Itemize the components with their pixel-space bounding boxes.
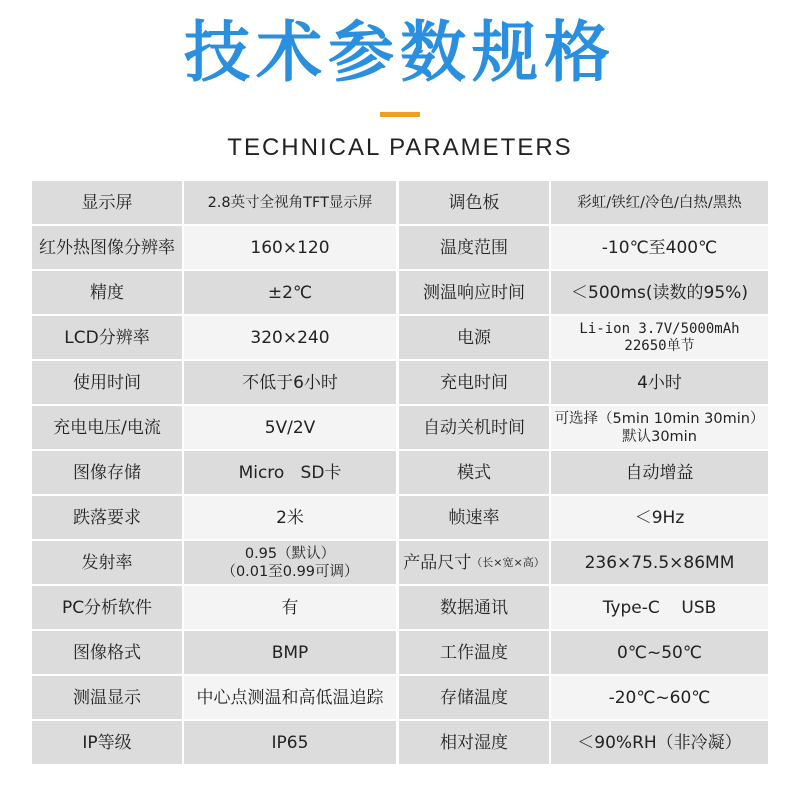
spec-value: ±2℃ bbox=[184, 271, 396, 314]
spec-value: Type-C USB bbox=[551, 586, 768, 629]
spec-label: 红外热图像分辨率 bbox=[32, 226, 182, 269]
spec-row bbox=[32, 631, 768, 674]
spec-row bbox=[32, 271, 768, 314]
spec-label: 精度 bbox=[32, 271, 182, 314]
spec-value: 2.8英寸全视角TFT显示屏 bbox=[184, 181, 396, 224]
spec-label: 图像格式 bbox=[32, 631, 182, 674]
spec-value: 320×240 bbox=[184, 316, 396, 359]
spec-label: 帧速率 bbox=[399, 496, 549, 539]
spec-value: 2米 bbox=[184, 496, 396, 539]
spec-label: LCD分辨率 bbox=[32, 316, 182, 359]
spec-value: 中心点测温和高低温追踪 bbox=[184, 676, 396, 719]
spec-label: 自动关机时间 bbox=[399, 406, 549, 449]
spec-row bbox=[32, 316, 768, 359]
spec-label: 相对湿度 bbox=[399, 721, 549, 764]
spec-value: ＜90%RH（非冷凝） bbox=[551, 721, 768, 764]
spec-row bbox=[32, 676, 768, 719]
title-accent-bar bbox=[380, 112, 420, 117]
spec-value: 彩虹/铁红/冷色/白热/黑热 bbox=[551, 181, 768, 224]
spec-row bbox=[32, 721, 768, 764]
spec-label: 显示屏 bbox=[32, 181, 182, 224]
spec-label: IP等级 bbox=[32, 721, 182, 764]
spec-label: 使用时间 bbox=[32, 361, 182, 404]
spec-value: 0.95（默认） （0.01至0.99可调） bbox=[184, 541, 396, 584]
spec-value: -10℃至400℃ bbox=[551, 226, 768, 269]
spec-row bbox=[32, 586, 768, 629]
spec-value: 可选择（5min 10min 30min） 默认30min bbox=[551, 406, 768, 449]
spec-value: 0℃~50℃ bbox=[551, 631, 768, 674]
spec-label: 发射率 bbox=[32, 541, 182, 584]
spec-value: 5V/2V bbox=[184, 406, 396, 449]
spec-row bbox=[32, 226, 768, 269]
spec-label: 温度范围 bbox=[399, 226, 549, 269]
spec-label: 产品尺寸 bbox=[403, 552, 472, 573]
spec-row bbox=[32, 361, 768, 404]
page-title: 技术参数规格 bbox=[184, 14, 616, 91]
spec-value: BMP bbox=[184, 631, 396, 674]
spec-value: 有 bbox=[184, 586, 396, 629]
spec-value: IP65 bbox=[184, 721, 396, 764]
spec-value: Li-ion 3.7V/5000mAh 22650单节 bbox=[551, 316, 768, 359]
spec-value: 160×120 bbox=[184, 226, 396, 269]
spec-row bbox=[32, 181, 768, 224]
spec-row bbox=[32, 541, 768, 584]
spec-label: 图像存储 bbox=[32, 451, 182, 494]
spec-table bbox=[32, 181, 768, 766]
spec-value: ＜9Hz bbox=[551, 496, 768, 539]
spec-value: Micro SD卡 bbox=[184, 451, 396, 494]
spec-label: 测温响应时间 bbox=[399, 271, 549, 314]
spec-label: PC分析软件 bbox=[32, 586, 182, 629]
spec-row bbox=[32, 406, 768, 449]
spec-label: 跌落要求 bbox=[32, 496, 182, 539]
spec-value: 不低于6小时 bbox=[184, 361, 396, 404]
spec-label: 存储温度 bbox=[399, 676, 549, 719]
spec-row bbox=[32, 496, 768, 539]
spec-label: 充电时间 bbox=[399, 361, 549, 404]
page-subtitle: TECHNICAL PARAMETERS bbox=[227, 134, 573, 161]
spec-value: 4小时 bbox=[551, 361, 768, 404]
spec-value: -20℃~60℃ bbox=[551, 676, 768, 719]
spec-label: 模式 bbox=[399, 451, 549, 494]
spec-value: ＜500ms(读数的95%) bbox=[551, 271, 768, 314]
spec-value: 自动增益 bbox=[551, 451, 768, 494]
spec-label: 数据通讯 bbox=[399, 586, 549, 629]
spec-row bbox=[32, 451, 768, 494]
spec-label: 充电电压/电流 bbox=[32, 406, 182, 449]
spec-label-note: （长×宽×高） bbox=[471, 555, 545, 569]
spec-label: 工作温度 bbox=[399, 631, 549, 674]
spec-label: 测温显示 bbox=[32, 676, 182, 719]
spec-label-with-note bbox=[399, 541, 549, 584]
spec-value: 236×75.5×86MM bbox=[551, 541, 768, 584]
spec-label: 调色板 bbox=[399, 181, 549, 224]
spec-label: 电源 bbox=[399, 316, 549, 359]
